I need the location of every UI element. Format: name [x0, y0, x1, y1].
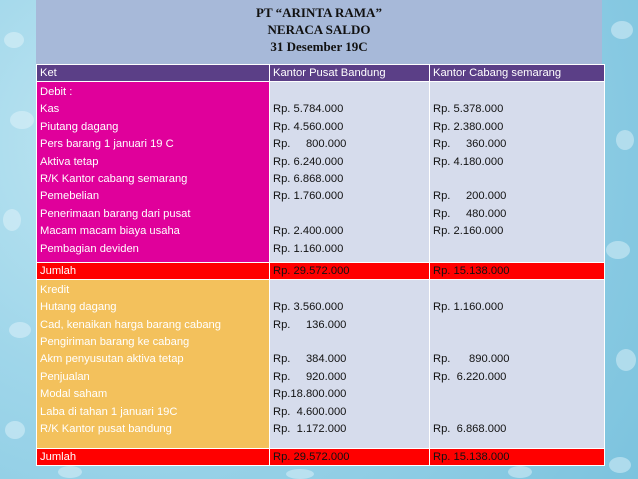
debit-pusat-values	[270, 82, 430, 263]
jumlah-cabang: Rp. 15.138.000	[430, 262, 605, 279]
list-item: Macam macam biaya usaha	[40, 225, 180, 238]
list-item: Debit :	[40, 86, 73, 98]
list-item: Akm penyusutan aktiva tetap	[40, 353, 184, 366]
list-item: Rp. 4.600.000	[273, 405, 347, 418]
list-item: Pers barang 1 januari 19 C	[40, 138, 174, 151]
list-item: Rp. 6.240.000	[273, 155, 344, 168]
header-pusat: Kantor Pusat Bandung	[270, 65, 430, 82]
list-item: Rp. 1.760.000	[273, 190, 344, 203]
list-item: Laba di tahan 1 januari 19C	[40, 405, 178, 418]
list-item: Rp. 6.220.000	[433, 370, 507, 383]
list-item: Rp. 6.868.000	[273, 172, 344, 185]
list-item: Rp.18.800.000	[273, 388, 347, 401]
list-item	[433, 334, 601, 351]
list-item: Rp. 3.560.000	[273, 301, 344, 314]
jumlah-pusat: Rp. 29.572.000	[270, 448, 430, 465]
list-item: Pembagian deviden	[40, 242, 139, 255]
list-item	[433, 386, 601, 403]
list-item: Rp. 1.160.000	[433, 301, 504, 314]
list-item: Rp. 6.868.000	[433, 423, 507, 436]
list-item: Rp. 136.000	[273, 318, 347, 331]
list-item	[433, 282, 601, 299]
document-title: NERACA SALDO	[267, 22, 371, 37]
list-item	[273, 334, 426, 351]
list-item: Hutang dagang	[40, 301, 117, 314]
kredit-labels	[37, 279, 270, 448]
list-item: Rp. 4.560.000	[273, 120, 344, 133]
jumlah-cabang: Rp. 15.138.000	[430, 448, 605, 465]
list-item: R/K Kantor cabang semarang	[40, 172, 188, 185]
list-item: Cad, kenaikan harga barang cabang	[40, 318, 221, 331]
list-item	[433, 404, 601, 421]
list-item	[273, 282, 426, 299]
list-item: Rp. 5.378.000	[433, 103, 504, 116]
list-item: Rp. 4.180.000	[433, 155, 504, 168]
list-item: Piutang dagang	[40, 120, 119, 133]
list-item	[433, 317, 601, 334]
debit-section	[37, 82, 605, 263]
list-item: Pemebelian	[40, 190, 100, 203]
jumlah-kredit-row	[37, 448, 605, 465]
list-item: Aktiva tetap	[40, 155, 99, 168]
debit-labels	[37, 82, 270, 263]
jumlah-label: Jumlah	[37, 262, 270, 279]
header-ket: Ket	[37, 65, 270, 82]
list-item: Penerimaan barang dari pusat	[40, 207, 191, 220]
list-item	[433, 241, 601, 258]
company-name: PT “ARINTA RAMA”	[256, 5, 382, 20]
document-date: 31 Desember 19C	[270, 39, 368, 54]
list-item	[273, 206, 426, 223]
list-item: Kas	[40, 103, 60, 116]
list-item: Kredit	[40, 283, 70, 296]
list-item: Rp. 1.172.000	[273, 423, 347, 436]
list-item: Pengiriman barang ke cabang	[40, 336, 190, 349]
kredit-pusat-values	[270, 279, 430, 448]
jumlah-debit-row	[37, 262, 605, 279]
list-item: Penjualan	[40, 370, 90, 383]
list-item: Rp. 920.000	[273, 370, 347, 383]
table-header-row	[37, 65, 605, 82]
list-item: Rp. 890.000	[433, 353, 510, 366]
list-item: Modal saham	[40, 388, 108, 401]
list-item: Rp. 2.400.000	[273, 225, 344, 238]
jumlah-label: Jumlah	[37, 448, 270, 465]
trial-balance-table	[36, 64, 605, 466]
list-item	[433, 171, 601, 188]
kredit-cabang-values	[430, 279, 605, 448]
debit-cabang-values	[430, 82, 605, 263]
list-item: Rp. 2.380.000	[433, 120, 504, 133]
jumlah-pusat: Rp. 29.572.000	[270, 262, 430, 279]
list-item: Rp. 200.000	[433, 190, 507, 203]
header-cabang: Kantor Cabang semarang	[430, 65, 605, 82]
list-item: Rp. 384.000	[273, 353, 347, 366]
list-item: R/K Kantor pusat bandung	[40, 423, 172, 436]
list-item: Rp. 2.160.000	[433, 225, 504, 238]
list-item	[433, 84, 601, 101]
kredit-section	[37, 279, 605, 448]
list-item: Rp. 1.160.000	[273, 242, 344, 255]
list-item	[273, 84, 426, 101]
list-item: Rp. 5.784.000	[273, 103, 344, 116]
list-item: Rp. 480.000	[433, 207, 507, 220]
list-item: Rp. 800.000	[273, 138, 347, 151]
title-box	[36, 0, 602, 64]
list-item: Rp. 360.000	[433, 138, 507, 151]
